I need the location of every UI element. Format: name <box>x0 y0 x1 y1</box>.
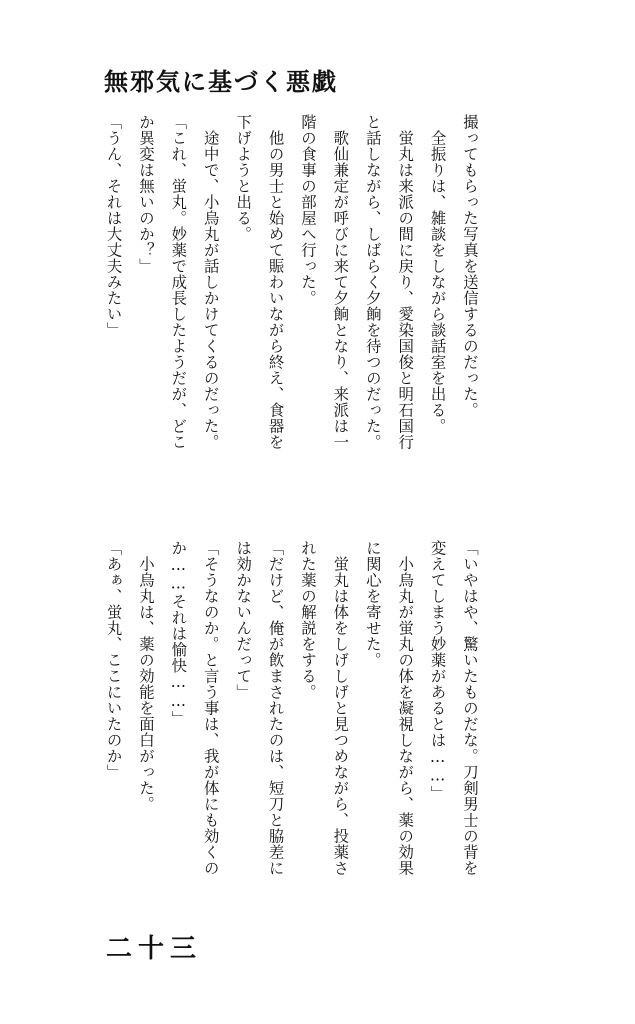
text-line: 他の男士と始めて賑わいながら終え、食器を <box>266 114 285 450</box>
text-line: 「だけど、俺が飲まされたのは、短刀と脇差に <box>266 540 285 876</box>
text-line: 「そうなのか。と言う事は、我が体にも効くの <box>201 540 220 876</box>
body-text-upper <box>106 114 486 514</box>
text-line: 「あぁ、蛍丸、ここにいたのか」 <box>104 540 123 780</box>
text-line: 変えてしまう妙薬があるとは……」 <box>428 540 447 802</box>
text-line: 階の食事の部屋へ行った。 <box>298 114 317 306</box>
text-line: 小烏丸が蛍丸の体を凝視しながら、薬の効果 <box>396 540 415 876</box>
text-line: は効かないんだって」 <box>234 540 253 700</box>
text-line: と話しながら、しばらく夕餉を待つのだった。 <box>363 114 382 450</box>
text-line: 蛍丸は来派の間に戻り、愛染国俊と明石国行 <box>396 114 415 450</box>
text-line: 撮ってもらった写真を送信するのだった。 <box>461 114 479 418</box>
body-text-lower <box>106 540 486 950</box>
text-line: 全振りは、雑談をしながら談話室を出る。 <box>428 114 447 434</box>
text-line: 蛍丸は体をしげしげと見つめながら、投薬さ <box>331 540 350 876</box>
text-line: れた薬の解説をする。 <box>298 540 317 700</box>
text-line: に関心を寄せた。 <box>363 540 382 668</box>
text-line: 「これ、蛍丸。妙薬で成長したようだが、どこ <box>169 114 188 450</box>
text-line: 小烏丸は、薬の効能を面白がった。 <box>136 540 155 812</box>
text-line: 「うん、それは大丈夫みたい」 <box>104 114 123 338</box>
text-line: 途中で、小烏丸が話しかけてくるのだった。 <box>201 114 220 450</box>
text-line: 歌仙兼定が呼びに来て夕餉となり、来派は一 <box>331 114 350 450</box>
text-line: 下げようと出る。 <box>234 114 253 242</box>
running-title: 無邪気に基づく悪戯 <box>104 68 338 96</box>
text-line: 「いやはや、驚いたものだな。刀剣男士の背を <box>461 540 479 876</box>
page-number: 二十三 <box>106 934 203 964</box>
text-line: か……それは愉快……」 <box>169 540 188 727</box>
text-line: か異変は無いのか？」 <box>136 114 155 274</box>
